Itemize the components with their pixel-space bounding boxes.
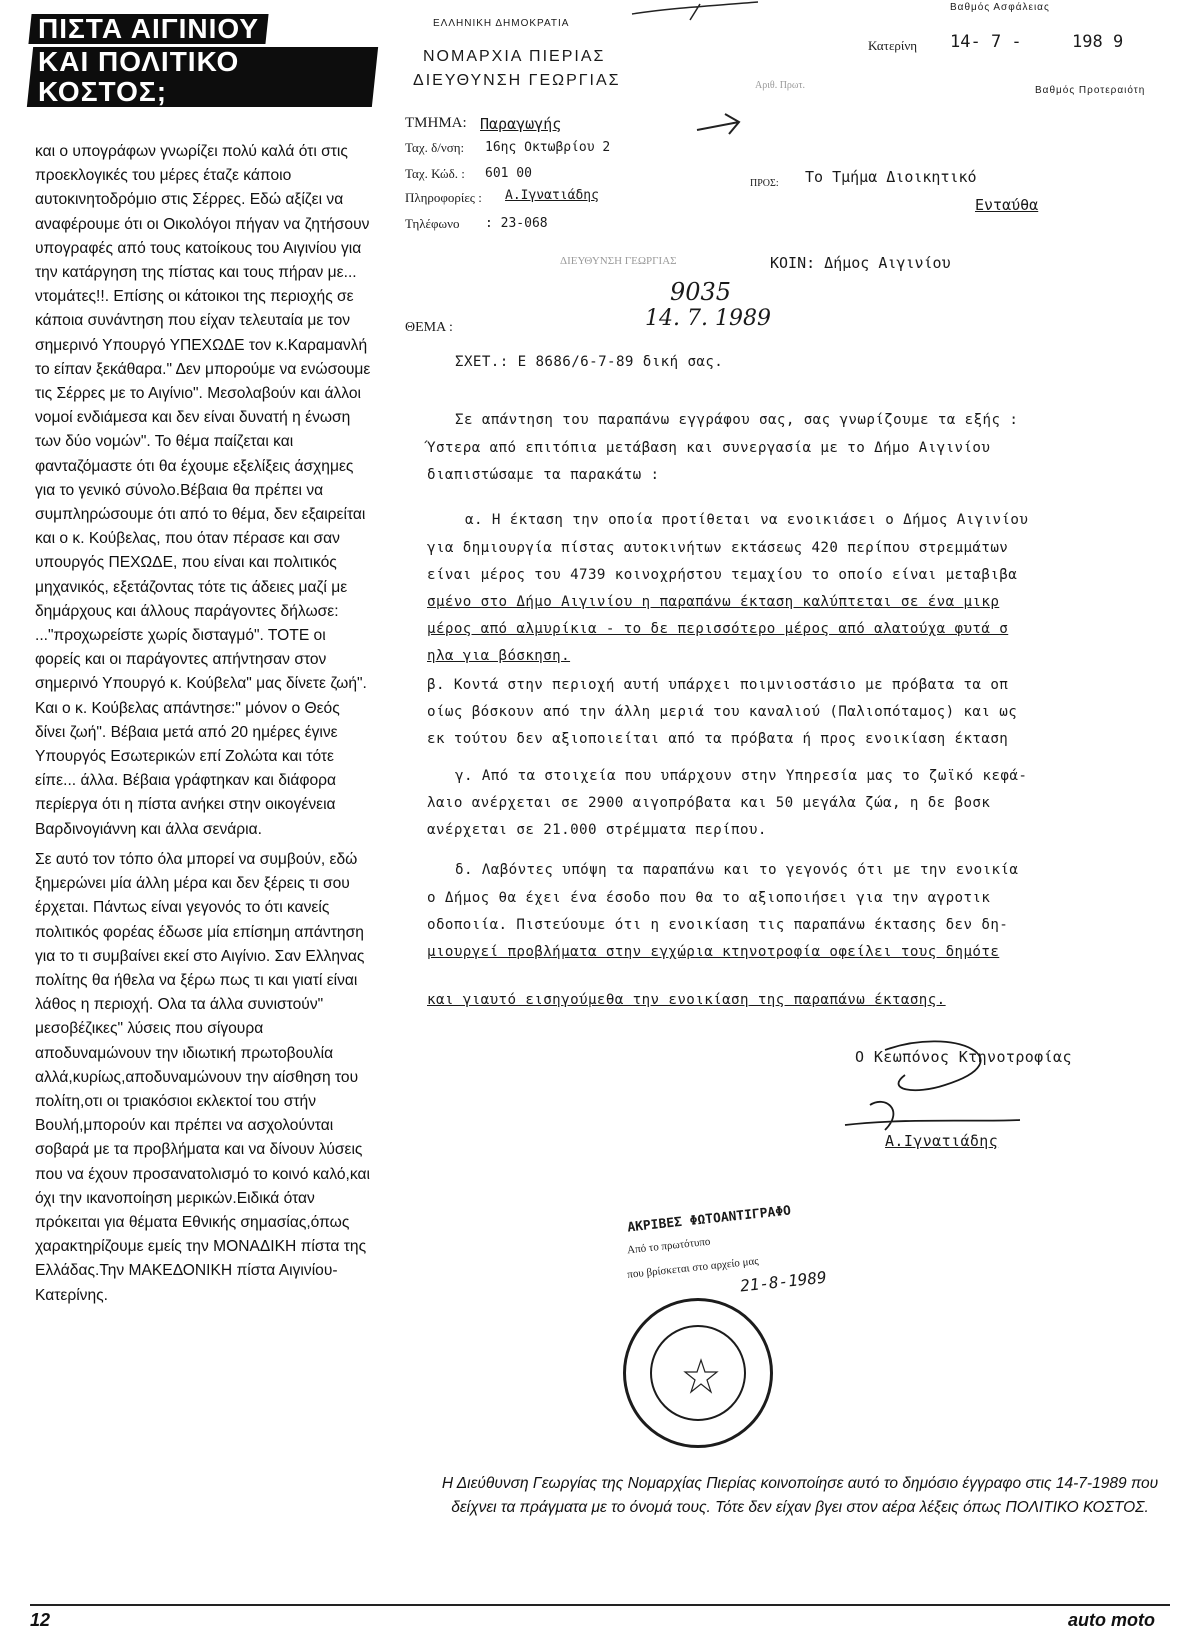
article-paragraph: και ο υπογράφων γνωρίζει πολύ καλά ότι στις προεκλογικές του μέρες έταζε κάποιο αυτοκινητοδρόμιο στις Σέρρες. Εδώ αξίζει να αναφέρουμε ότι οι Οικολόγοι πήγαν να ζητήσουν υπογραφές από τους κατοίκους του Αιγινίου για την κατάργηση της πίστας και τους πήραν με... ντομάτες!!. Επίσης οι κάτοικοι της περιοχής σε κάποια συνάντηση που είχαν τελευταία με τον σημερινό Υπουργό ΥΠΕΧΩΔΕ τον κ.Καραμανλή το είπαν ξεκάθαρα." Δεν μπορούμε να ενώσουμε τις Σέρρες με το Αιγίνιο". Μεσολαβούν και άλλοι νομοί ενδιάμεσα και δεν είναι δυνατή η ένωση των δύο νομών". Το θέμα παίζεται και φανταζόμαστε ότι θα έχουμε εξελίξεις άσχημες για το γενικό σύνολο.Βέβαια θα πρέπει να συμπληρώσουμε ότι από το θέμα, δεν εξαιρείται και ο κ. Κούβελας, που όταν πέρασε και σαν υπουργός ΠΕΧΩΔΕ, που είναι και πολιτικός μηχανικός, εξετάζοντας τότε τις άδειες μαζί με δημάρχους και άλλους παράγοντες δήλωσε: ..."προχωρείστε χωρίς δισταγμό". ΤΟΤΕ οι φορείς και οι παράγοντες απήντησαν στον σημερινό Υπουργό κ. Κούβελα" μας δίνετε ζωή". Και ο κ. Κούβελας απάντησε:" μόνον ο Θεός δίνει ζωή". Βέβαια μετά από 20 ημέρες έγινε Υπουργός Εσωτερικών επί Ζολώτα και τότε είπε... άλλα. Βέβαια γράφτηκαν και διάφορα περίεργα ότι η πίστα ανήκει στην οικογένεια Βαρδινογιάννη και άλλα σενάρια. <box>35 143 371 838</box>
doc-body-line: γ. Από τα στοιχεία που υπάρχουν στην Υπηρεσία μας το ζωϊκό κεφά- <box>455 768 1028 784</box>
doc-body-line: οδοποιία. Πιστεύουμε ότι η ενοικίαση τις παραπάνω έκτασης δεν δη- <box>427 917 1009 933</box>
doc-section-value: Παραγωγής <box>480 115 562 133</box>
doc-body-line: μιουργεί προβλήματα στην εγχώρια κτηνοτροφία οφείλει τους δημότε <box>427 944 1000 960</box>
doc-body-line: διαπιστώσαμε τα παρακάτω : <box>427 467 660 483</box>
doc-prefecture: ΝΟΜΑΡΧΙΑ ΠΙΕΡΙΑΣ <box>423 48 606 65</box>
article-body <box>35 140 373 1314</box>
doc-address-value: 16ης Οκτωβρίου 2 <box>485 140 611 155</box>
doc-subject-label: ΘΕΜΑ : <box>405 320 453 335</box>
doc-receipt-stamp: ΔΙΕΥΘΥΝΣΗ ΓΕΩΡΓΙΑΣ <box>560 255 677 267</box>
doc-copy-stamp-date: 21-8-1989 <box>739 1267 828 1296</box>
doc-body-line: σμένο στο Δήμο Αιγινίου η παραπάνω έκταση καλύπτεται σε ένα μικρ <box>427 594 1000 610</box>
headline-line-1-text: ΠΙΣΤΑ ΑΙΓΙΝΙΟΥ <box>38 13 260 44</box>
page-number: 12 <box>30 1610 51 1630</box>
doc-section-label: ΤΜΗΜΑ: <box>405 115 467 131</box>
doc-body-line: Σε απάντηση του παραπάνω εγγράφου σας, σας γνωρίζουμε τα εξής : <box>455 412 1019 428</box>
doc-protocol-label: Αριθ. Πρωτ. <box>755 80 806 91</box>
scanned-document <box>405 0 1200 1470</box>
doc-body-line: ο Δήμος θα έχει ένα έσοδο που θα το αξιοποιήσει για την αγροτικ <box>427 890 991 906</box>
doc-copy-stamp-line3: που βρίσκεται στο αρχείο μας <box>626 1255 760 1281</box>
doc-receipt-date: 14. 7. 1989 <box>645 306 771 331</box>
doc-body-line: ηλα για βόσκηση. <box>427 648 571 664</box>
doc-body-line: λαιο ανέρχεται σε 2900 αιγοπρόβατα και 50 μεγάλα ζώα, η δε βοσκ <box>427 795 991 811</box>
doc-body-line: ανέρχεται σε 21.000 στρέμματα περίπου. <box>427 822 767 838</box>
magazine-name: auto moto <box>1068 1610 1155 1630</box>
doc-body-line: α. Η έκταση την οποία προτίθεται να ενοικιάσει ο Δήμος Αιγινίου <box>465 512 1029 528</box>
doc-copy-stamp-line1: ΑΚΡΙΒΕΣ ΦΩΤΟΑΝΤΙΓΡΑΦΟ <box>626 1203 792 1236</box>
doc-notify-line: ΚΟΙΝ: Δήμος Αιγινίου <box>770 254 951 272</box>
article-paragraph: Σε αυτό τον τόπο όλα μπορεί να συμβούν, εδώ ξημερώνει μία άλλη μέρα και δεν ξέρεις τι σου έρχεται. Πάντως είναι γεγονός το ότι κανείς πολιτικός φορέας έδωσε μία επίσημη απάντηση για το τι συμβαίνει εκεί στο Αιγίνιο. Σαν Ελληνας πολίτης θα ήθελα να ξέρω πως τι και γιατί είναι λάθος η περιοχή. Ολα τα άλλα συνιστούν" μεσοβέζικες" λύσεις που σίγουρα αποδυναμώνουν την ιδιωτική πρωτοβουλία <box>35 850 365 1062</box>
figure-caption: Η Διεύθυνση Γεωργίας της Νομαρχίας Πιερίας κοινοποίησε αυτό το δημόσιο έγγραφο στις 14-7-1989 που δείχνει τα πράγματα με το όνομά τους. Τότε δεν είχαν βγει στον αέρα λέξεις όπως ΠΟΛΙΤΙΚΟ ΚΟΣΤΟΣ. <box>441 1475 1159 1516</box>
doc-postcode-label: Ταχ. Κώδ. : <box>405 166 465 181</box>
doc-body-line: εκ τούτου δεν αξιοποιείται από τα πρόβατα ή προς ενοικίαση έκταση <box>427 731 1009 747</box>
doc-copy-stamp-line2: Από το πρωτότυπο <box>626 1235 711 1257</box>
headline-line-2 <box>27 47 378 107</box>
seal-emblem <box>681 1356 721 1396</box>
doc-postcode-value: 601 00 <box>485 166 532 181</box>
handwritten-signature <box>825 1030 1025 1140</box>
doc-info-value: Α.Ιγνατιάδης <box>505 188 599 203</box>
doc-reference: ΣΧΕΤ.: Ε 8686/6-7-89 δική σας. <box>455 354 724 370</box>
doc-to-line2: Ενταύθα <box>975 196 1039 214</box>
doc-body-line: Ύστερα από επιτόπια μετάβαση και συνεργασία με το Δήμο Αιγινίου <box>427 440 991 456</box>
doc-phone-label: Τηλέφωνο <box>405 216 460 231</box>
footer-divider <box>30 1604 1170 1606</box>
doc-body-line: και γιαυτό εισηγούμεθα την ενοικίαση της παραπάνω έκτασης. <box>427 992 946 1008</box>
doc-signature-title: Ο Κεωπόνος Κτηνοτροφίας <box>855 1048 1072 1066</box>
headline-line-2-text: ΚΑΙ ΠΟΛΙΤΙΚΟ ΚΟΣΤΟΣ; <box>38 46 240 107</box>
doc-address-label: Ταχ. δ/νση: <box>405 140 465 155</box>
doc-place: Κατερίνη <box>868 38 918 53</box>
doc-state: ΕΛΛΗΝΙΚΗ ΔΗΜΟΚΡΑΤΙΑ <box>433 18 570 29</box>
official-round-seal <box>623 1298 773 1448</box>
doc-body-line: για δημιουργία πίστας αυτοκινήτων εκτάσεως 420 περίπου στρεμμάτων <box>427 540 1009 556</box>
doc-body-line: είναι μέρος του 4739 κοινοχρήστου τεμαχίου το οποίο είναι μεταβιβα <box>427 567 1018 583</box>
signature-scribble-top <box>630 0 760 22</box>
doc-body-line: οίως βόσκουν από την άλλη μεριά του καναλιού (Παλιοπόταμος) και ως <box>427 704 1018 720</box>
doc-body-line: μέρος από αλμυρίκια - το δε περισσότερο μέρος από αλατούχα φυτά σ <box>427 621 1009 637</box>
doc-security-label: Βαθμός Ασφάλειας <box>950 2 1050 13</box>
doc-date-day: 14- 7 - <box>950 32 1022 52</box>
doc-body-line: δ. Λαβόντες υπόψη τα παραπάνω και το γεγονός ότι με την ενοικία <box>455 862 1019 878</box>
doc-receipt-number: 9035 <box>670 278 732 306</box>
doc-to-label: ΠΡΟΣ: <box>750 178 779 189</box>
doc-body-line: β. Κοντά στην περιοχή αυτή υπάρχει ποιμνιοστάσιο με πρόβατα τα οπ <box>427 677 1009 693</box>
doc-to-line1: Το Τμήμα Διοικητικό <box>805 168 977 186</box>
doc-signature-name: Α.Ιγνατιάδης <box>885 1132 999 1150</box>
doc-info-label: Πληροφορίες : <box>405 190 482 205</box>
doc-priority-label: Βαθμός Προτεραιότη <box>1035 85 1146 96</box>
arrow-icon <box>695 110 745 140</box>
doc-phone-value: : 23-068 <box>485 216 548 231</box>
headline-line-1 <box>28 14 268 44</box>
headline <box>30 14 375 110</box>
doc-directorate: ΔΙΕΥΘΥΝΣΗ ΓΕΩΡΓΙΑΣ <box>413 72 621 89</box>
doc-date-year: 198 9 <box>1072 32 1124 52</box>
article-paragraph: αλλά,κυρίως,αποδυναμώνουν την αίσθηση του πολίτη,οτι οι τριακόσιοι εκλεκτοί του στήν Βουλή,μπορούν και πρέπει να ασχολούνται σοβαρά με τα προβλήματα και να δίνουν λύσεις που να έχουν προσανατολισμό το κοινό καλό,και όχι την ικανοποίηση μερικών.Ειδικά όταν πρόκειται για θέματα Εθνικής σημασίας,όπως χαρακτηρίζουμε εμείς την ΜΟΝΑΔΙΚΗ πίστα της Ελλάδας.Την ΜΑΚΕΔΟΝΙΚΗ πίστα Αιγινίου-Κατερίνης. <box>35 1068 370 1304</box>
